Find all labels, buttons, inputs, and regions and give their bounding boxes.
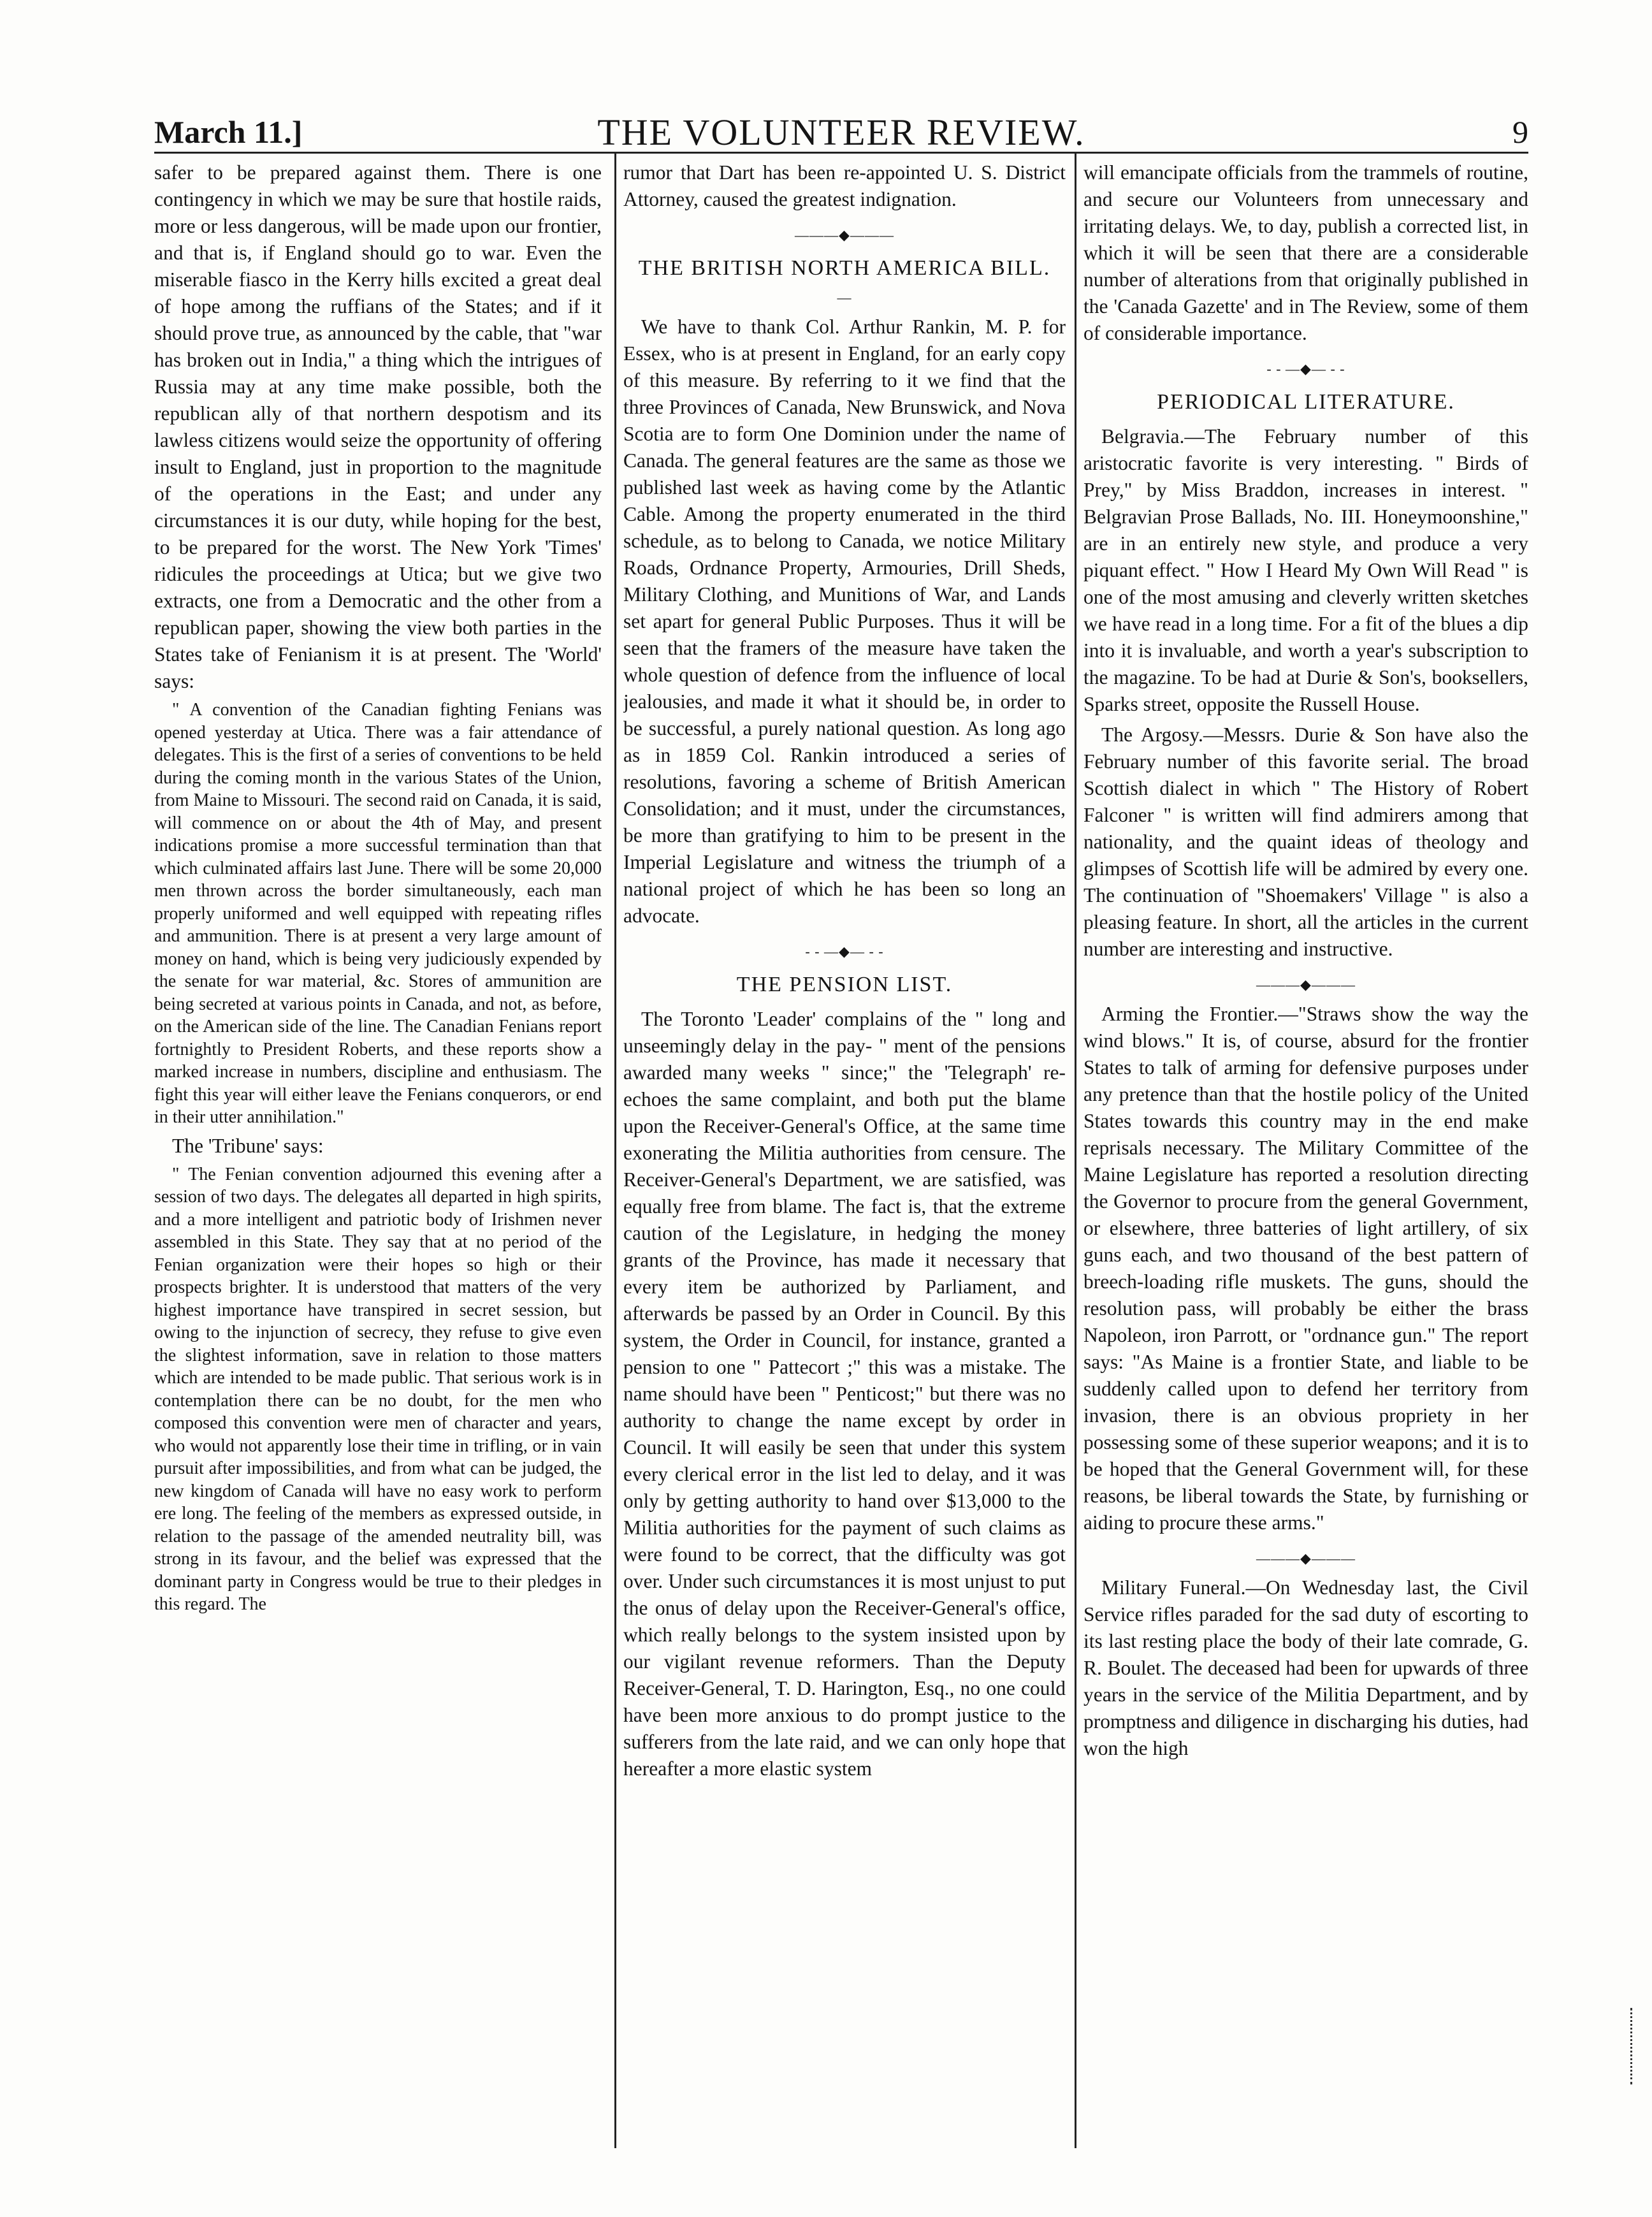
column-divider-left [614, 153, 616, 2148]
masthead-title: THE VOLUNTEER REVIEW. [597, 112, 1085, 153]
article-paragraph: Military Funeral.—On Wednesday last, the Civil Service rifles paraded for the sad duty of escorting to its last resting place the body of their late comrade, G. R. Boulet. The deceased had been for upwards of three years in the service of the Militia Department, and by promptness and diligence in discharging his duties, had won the high [1083, 1576, 1528, 1759]
column-divider-right [1075, 153, 1076, 2148]
section-heading-bna-bill: THE BRITISH NORTH AMERICA BILL. [638, 256, 1051, 280]
column-1 [154, 159, 602, 2155]
article-paragraph: will emancipate officials from the trammels of routine, and secure our Volunteers from unnecessary and irritating delays. We, to day, publish a corrected list, in which it will be seen that there are a considerable number of alterations from that originally published in the 'Canada Gazette' and in The Review, some of them of considerable importance. [1083, 161, 1528, 344]
section-ornament: - - —◆— - - [805, 943, 884, 959]
scan-margin-mark [1630, 2008, 1637, 2084]
article-paragraph: safer to be prepared against them. There is one contingency in which we may be sure that hostile raids, more or less dangerous, will be made upon our frontier, and that is, if England should go to war. Even the miserable fiasco in the Kerry hills excited a great deal of hope among the ruffians of the States; and if it should prove true, as announced by the cable, that "war has broken out in India," a thing which the intrigues of Russia may at any time make possible, both the republican ally of that northern despotism and its lawless citizens would seize the opportunity of offering insult to England, just in proportion to the magnitude of the operations in the East; and under any circumstances it is our duty, while hoping for the best, to be prepared for the worst. The New York 'Times' ridicules the proceedings at Utica; but we give two extracts, one from a Democratic and the other from a republican paper, showing the view both parties in the States take of Fenianism it is at present. The 'World' says: [154, 161, 602, 692]
section-ornament: ———◆——— [1256, 977, 1356, 992]
article-paragraph: The 'Tribune' says: [172, 1134, 324, 1157]
section-ornament: ———◆——— [1256, 1550, 1356, 1566]
quoted-extract-tribune: " The Fenian convention adjourned this evening after a session of two days. The delegates all departed in high spirits, and a more intelligent and patriotic body of Irishmen never assembled in this State. They say that at no period of the Fenian organization were their hopes so high or their prospects brighter. It is understood that matters of the very highest importance have transpired in secret session, but owing to the injunction of secrecy, they refuse to give even the slightest information, save in relation to those matters which are intended to be made public. That serious work is in contemplation there can be no doubt, for the men who composed this convention were men of character and years, who would not apparently lose their time in trifling, or in vain pursuit after impossibilities, and from what can be judged, the new kingdom of Canada will have no easy work to perform ere long. The feeling of the members as expressed outside, in relation to the passage of the amended neutrality bill, was strong in its favour, and the belief was expressed that the dominant party in Congress would be true to their pledges in this regard. The [154, 1164, 602, 1614]
section-heading-pension-list: THE PENSION LIST. [736, 973, 953, 996]
article-paragraph: Belgravia.—The February number of this aristocratic favorite is very interesting. " Birds of Prey," by Miss Braddon, increases in interest. " Belgravian Prose Ballads, No. III. Honeymoonshine," are in an entirely new style, and produce a very piquant effect. " How I Heard My Own Will Read " is one of the most amusing and cleverly written sketches we have read in a long time. For a fit of the blues a dip into it is invaluable, and worth a year's subscription to the magazine. To be had at Durie & Son's, booksellers, Sparks street, opposite the Russell House. [1083, 425, 1528, 715]
quoted-extract-world: " A convention of the Canadian fighting Fenians was opened yesterday at Utica. There was a fair attendance of delegates. This is the first of a series of conventions to be held during the coming month in the various States of the Union, from Maine to Missouri. The second raid on Canada, it is said, will commence on or about the 4th of May, and present indications promise a more successful termination than that which culminated affairs last June. There will be some 20,000 men thrown across the border simultaneously, each man properly uniformed and well equipped with repeating rifles and ammunition. There is at present a very large amount of money on hand, which is being very judiciously expended by the senate for war material, &c. Stores of ammunition are being secreted at various points in Canada, and not, as before, on the American side of the line. The Canadian Fenians report fortnightly to President Roberts, and these reports show a marked increase in numbers, discipline and enthusiasm. The fight this year will either leave the Fenians conquerors, or end in their utter annihilation." [154, 700, 602, 1127]
article-paragraph: We have to thank Col. Arthur Rankin, M. P. for Essex, who is at present in England, for an early copy of this measure. By referring to it we find that the three Provinces of Canada, New Brunswick, and Nova Scotia are to form One Dominion under the name of Canada. The general features are the same as those we published last week as having come by the Atlantic Cable. Among the property enumerated in the third schedule, as to belong to Canada, we notice Military Roads, Ordnance Property, Armouries, Drill Sheds, Military Clothing, and Munitions of War, and Lands set apart for general Public Purposes. Thus it will be seen that the framers of the measure have taken the whole question of defence from the influence of local jealousies, and made it what it should be, in order to be successful, a purely national question. As long ago as in 1859 Col. Rankin introduced a series of resolutions, favoring a scheme of British American Consolidation; and it must, under the circumstances, be more than gratifying to him to be present in the Imperial Legislature and witness the triumph of a national project of which he has been so long an advocate. [623, 316, 1066, 927]
header-rule [154, 152, 1528, 154]
article-paragraph: The Argosy.—Messrs. Durie & Son have also the February number of this favorite serial. The broad Scottish dialect in which " The History of Robert Falconer " is written will find admirers among that nationality, and the quaint ideas of theology and glimpses of Scottish life will be admired by every one. The continuation of "Shoemakers' Village " is also a pleasing feature. In short, all the articles in the current number are interesting and instructive. [1083, 723, 1528, 960]
article-paragraph: rumor that Dart has been re-appointed U. S. District Attorney, caused the greatest indignation. [623, 161, 1066, 210]
section-heading-periodical-literature: PERIODICAL LITERATURE. [1157, 390, 1455, 414]
section-ornament: ———◆——— [795, 227, 894, 243]
issue-date: March 11.] [154, 114, 303, 150]
article-paragraph: The Toronto 'Leader' complains of the " long and unseemingly delay in the pay- " ment of the pensions awarded many weeks " since;" the 'Telegraph' re-echoes the same complaint, and both put the blame upon the Receiver-General's Office, at the same time exonerating the Militia authorities from censure. The Receiver-General's Department, we are satisfied, was equally free from blame. The fact is, that the extreme caution of the Legislature, in hedging the money grants of the Province, has made it necessary that every item be authorized by Parliament, and afterwards be passed by an Order in Council. By this system, the Order in Council, for instance, granted a pension to one " Pattecort ;" this was a mistake. The name should have been " Penticost;" but there was no authority to change the name except by order in Council. It will easily be seen that under this system every clerical error in the list led to delay, and it was only by getting authority to hand over $13,000 to the Militia authorities for the payment of such claims as were found to be correct, that the difficulty was got over. Under such circumstances it is most unjust to put the onus of delay upon the Receiver-General's office, which really belongs to the system insisted upon by our vigilant revenue reformers. Than the Deputy Receiver-General, T. D. Harington, Esq., no one could have been more anxious to do prompt justice to the sufferers from the late raid, and we can only hope that hereafter a more elastic system [623, 1008, 1066, 1780]
page-number: 9 [1512, 114, 1528, 150]
heading-rule: — [837, 289, 852, 305]
section-ornament: - - —◆— - - [1266, 361, 1345, 377]
column-2 [623, 159, 1066, 2155]
column-3 [1083, 159, 1528, 2155]
article-paragraph: Arming the Frontier.—"Straws show the way the wind blows." It is, of course, absurd for the frontier States to talk of arming for defensive purposes under any pretence than that the hostile policy of the United States towards this country may in the end make reprisals necessary. The Military Committee of the Maine Legislature has reported a resolution directing the Governor to procure from the general Government, or elsewhere, three batteries of light artillery, of six guns each, and two thousand of the best pattern of breech-loading rifle muskets. The guns, should the resolution pass, will probably be either the brass Napoleon, iron Parrott, or "ordnance gun." The report says: "As Maine is a frontier State, and liable to be suddenly called upon to defend her territory from invasion, there is an obvious propriety in her possessing some of these superior weapons; and it is to be hoped that the General Government will, for these reasons, be liberal towards the State, by furnishing or aiding to procure these arms." [1083, 1003, 1528, 1534]
